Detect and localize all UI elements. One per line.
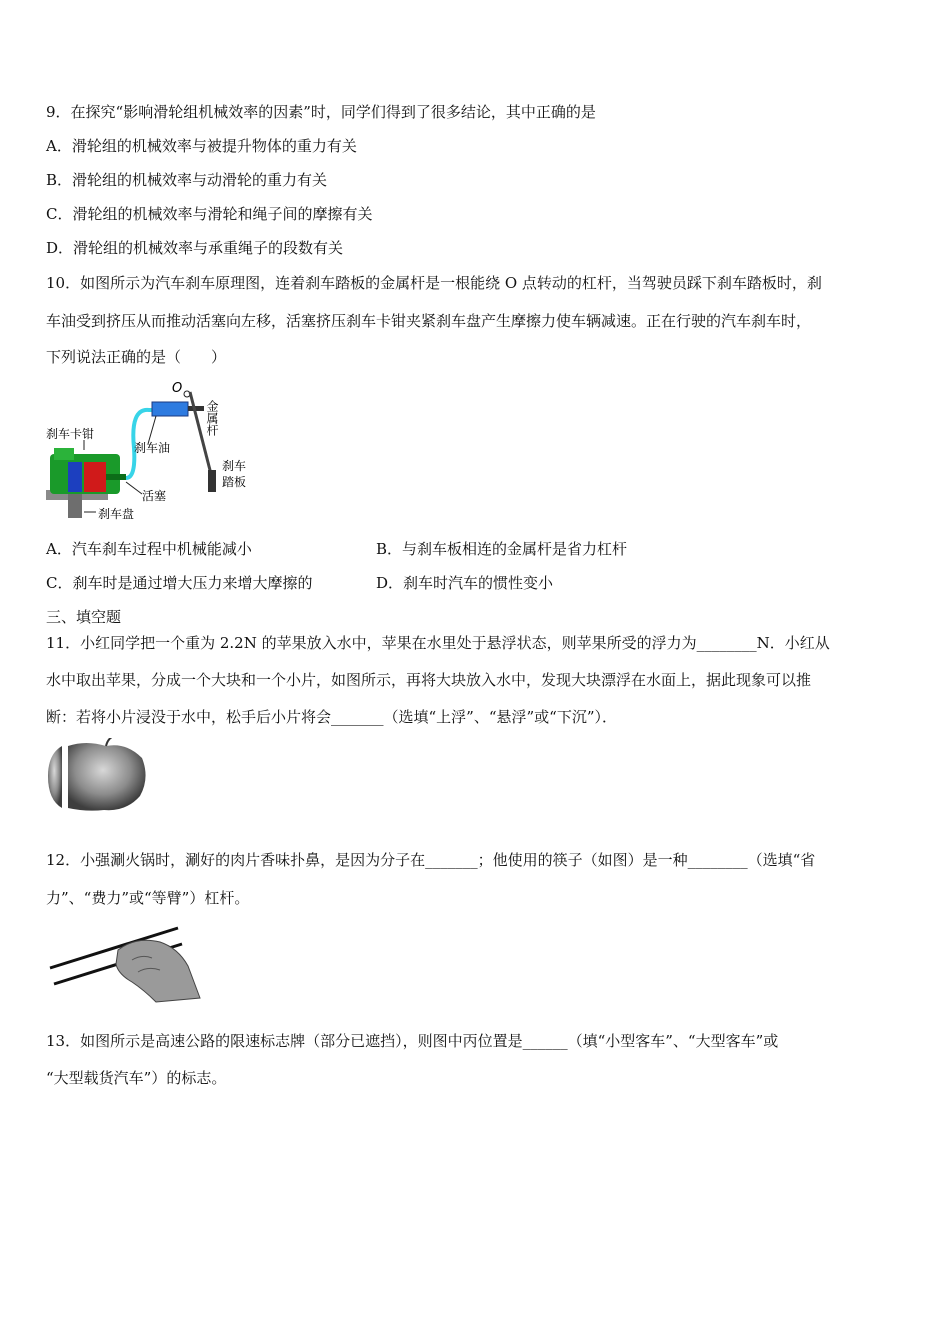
q9-option-b: B．滑轮组的机械效率与动滑轮的重力有关 bbox=[46, 171, 328, 189]
label-oil: 刹车油 bbox=[134, 441, 171, 455]
master-cylinder bbox=[152, 402, 188, 416]
q9-option-a: A．滑轮组的机械效率与被提升物体的重力有关 bbox=[46, 137, 357, 155]
brake-diagram-figure bbox=[44, 378, 259, 526]
brake-caliper-top bbox=[54, 448, 74, 460]
q10-option-c: C．刹车时是通过增大压力来增大摩擦的 bbox=[46, 574, 313, 592]
label-rod: 金属杆 bbox=[205, 400, 219, 436]
q10-stem-line-2: 车油受到挤压从而推动活塞向左移，活塞挤压刹车卡钳夹紧刹车盘产生摩擦力使车辆减速。正在行驶的汽车刹车时， bbox=[46, 312, 812, 330]
apple-stem bbox=[106, 738, 114, 746]
label-pedal-1: 刹车 bbox=[222, 459, 247, 473]
label-pivot: O bbox=[172, 381, 183, 396]
label-disc: 刹车盘 bbox=[98, 507, 135, 521]
label-piston: 活塞 bbox=[142, 489, 167, 503]
q11-stem-line-2: 水中取出苹果，分成一个大块和一个小片，如图所示，再将大块放入水中，发现大块漂浮在水面上，据此现象可以推 bbox=[46, 671, 812, 689]
q10-option-b: B．与刹车板相连的金属杆是省力杠杆 bbox=[376, 540, 628, 558]
hand bbox=[116, 940, 200, 1002]
q13-stem-line-1: 13．如图所示是高速公路的限速标志牌（部分已遮挡），则图中丙位置是______（填“小型客车”、“大型客车”或 bbox=[46, 1032, 779, 1050]
q9-option-d: D．滑轮组的机械效率与承重绳子的段数有关 bbox=[46, 239, 344, 257]
label-pedal-2: 踏板 bbox=[222, 475, 247, 489]
apple-figure bbox=[46, 738, 150, 812]
brake-pad-blue bbox=[68, 462, 82, 492]
section-heading: 三、填空题 bbox=[46, 608, 122, 626]
q11-stem-line-1: 11．小红同学把一个重为 2.2N 的苹果放入水中，苹果在水里处于悬浮状态，则苹果所受的浮力为________N．小红从 bbox=[46, 634, 830, 652]
q11-stem-line-3: 断：若将小片浸没于水中，松手后小片将会_______（选填“上浮”、“悬浮”或“下沉”）． bbox=[46, 708, 618, 726]
q10-stem-line-1: 10．如图所示为汽车刹车原理图，连着刹车踏板的金属杆是一根能绕 O 点转动的杠杆，当驾驶员踩下刹车踏板时，刹 bbox=[46, 274, 822, 292]
q13-stem-line-2: “大型载货汽车”）的标志。 bbox=[46, 1069, 227, 1087]
q9-stem: 9．在探究“影响滑轮组机械效率的因素”时，同学们得到了很多结论，其中正确的是 bbox=[46, 103, 596, 121]
q10-option-d: D．刹车时汽车的惯性变小 bbox=[376, 574, 554, 592]
brake-pad-red bbox=[84, 462, 106, 492]
apple-slice bbox=[48, 746, 62, 808]
chopsticks-figure bbox=[48, 920, 204, 1006]
q12-stem-line-2: 力”、“费力”或“等臂”）杠杆。 bbox=[46, 889, 250, 907]
q10-stem-line-3: 下列说法正确的是（ ） bbox=[46, 348, 227, 366]
apple-chunk bbox=[68, 743, 146, 811]
brake-pedal bbox=[208, 470, 216, 492]
q12-stem-line-1: 12．小强涮火锅时，涮好的肉片香味扑鼻，是因为分子在_______；他使用的筷子（如图）是一种________（选填“省 bbox=[46, 851, 816, 869]
label-caliper: 刹车卡钳 bbox=[46, 427, 95, 441]
q10-option-a: A．汽车刹车过程中机械能减小 bbox=[46, 540, 252, 558]
piston bbox=[106, 474, 126, 480]
q9-option-c: C．滑轮组的机械效率与滑轮和绳子间的摩擦有关 bbox=[46, 205, 373, 223]
